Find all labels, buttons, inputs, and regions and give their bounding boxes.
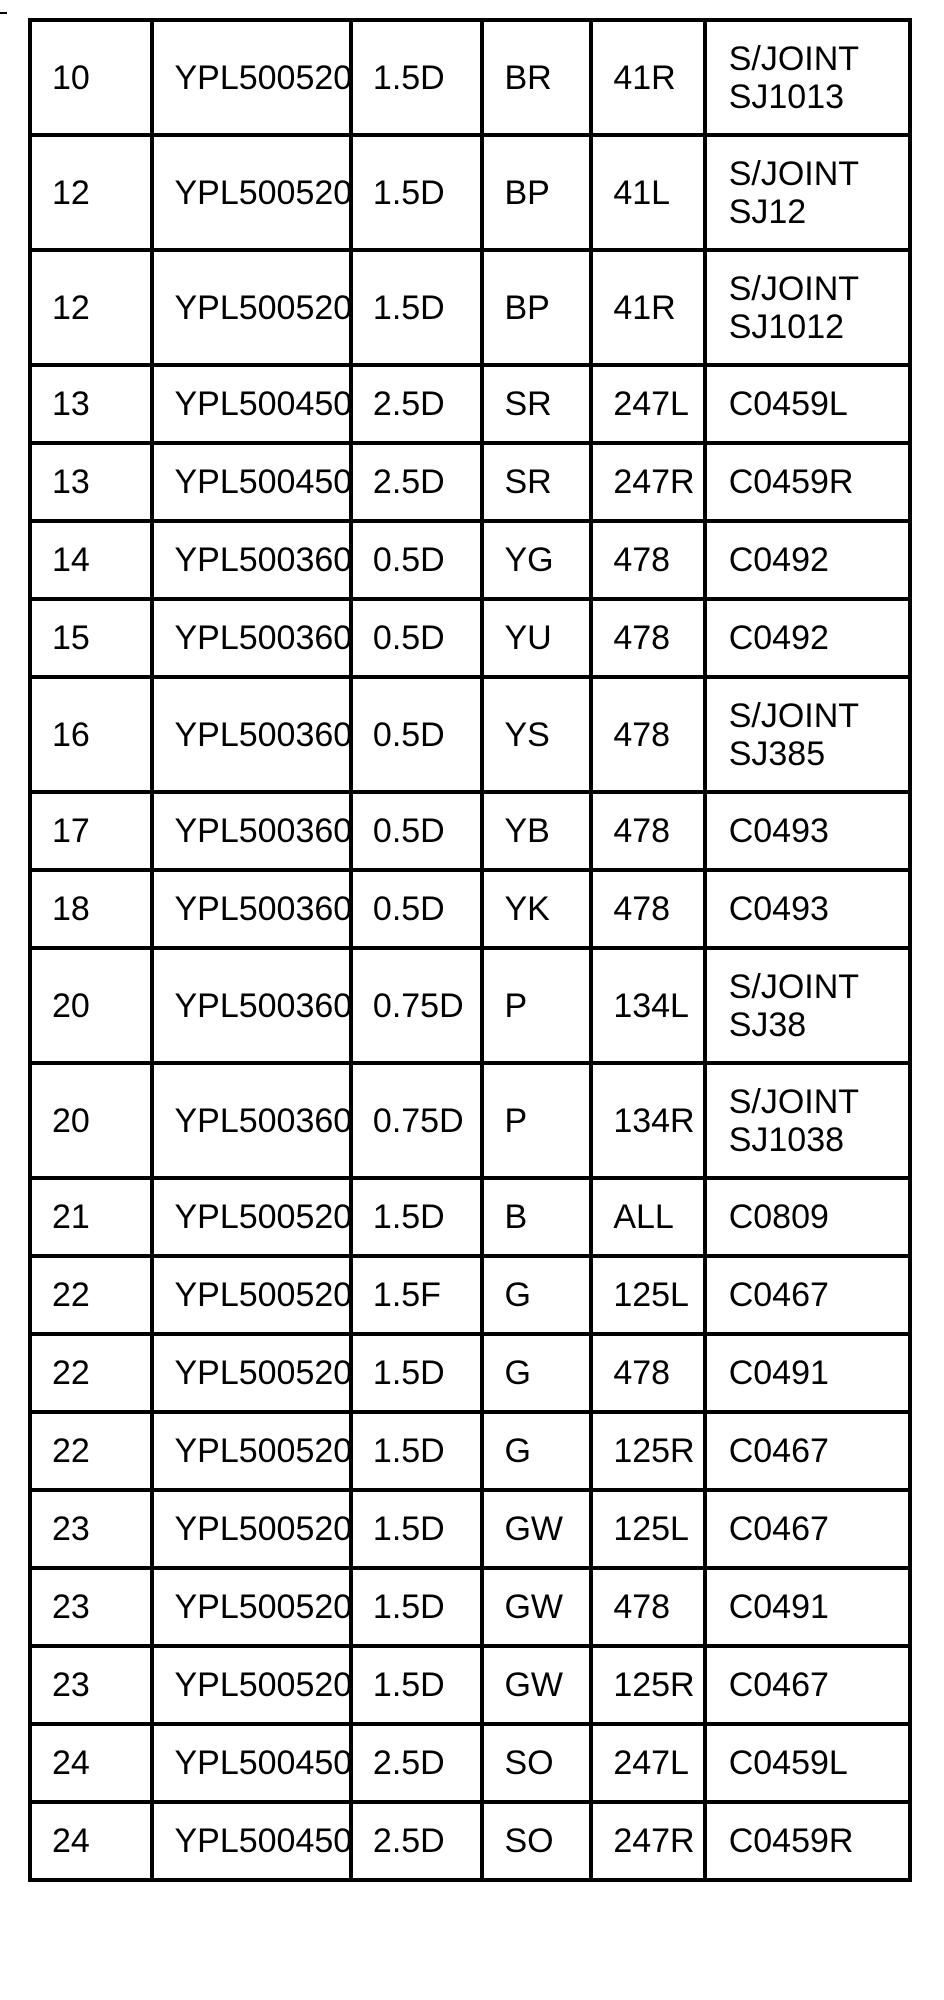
cell-position: 41R [591, 250, 704, 365]
cell-part-number: YPL500360 [152, 792, 350, 870]
cell-color: G [482, 1256, 591, 1334]
cell-size: 1.5D [351, 1412, 483, 1490]
cell-position: ALL [591, 1178, 704, 1256]
cell-part-number: YPL500520 [152, 135, 350, 250]
cell-size: 1.5D [351, 1334, 483, 1412]
cell-no: 22 [30, 1334, 152, 1412]
cell-position: 478 [591, 792, 704, 870]
cell-color: YU [482, 599, 591, 677]
table-row [30, 792, 910, 870]
cell-connector [705, 1490, 910, 1568]
cell-no: 16 [30, 677, 152, 792]
cell-color: SO [482, 1802, 591, 1880]
wire-table [28, 18, 912, 1882]
cell-connector [705, 443, 910, 521]
table-row [30, 1334, 910, 1412]
cell-connector [705, 365, 910, 443]
cell-connector [705, 1412, 910, 1490]
table-row [30, 599, 910, 677]
cell-connector [705, 599, 910, 677]
connector-line-1: C0467 [728, 1666, 829, 1704]
cell-no: 12 [30, 250, 152, 365]
cell-color: P [482, 1063, 591, 1178]
cell-color: GW [482, 1568, 591, 1646]
connector-line-1: C0491 [728, 1354, 829, 1392]
connector-line-1: C0492 [728, 541, 829, 579]
cell-position: 125R [591, 1412, 704, 1490]
cell-position: 478 [591, 1568, 704, 1646]
cell-connector [705, 1063, 910, 1178]
cell-position: 478 [591, 521, 704, 599]
cell-position: 125L [591, 1256, 704, 1334]
cell-connector [705, 1724, 910, 1802]
cell-part-number: YPL500360 [152, 870, 350, 948]
cell-connector [705, 792, 910, 870]
connector-line-1: C0809 [728, 1198, 829, 1236]
table-row [30, 135, 910, 250]
cell-size: 0.5D [351, 792, 483, 870]
table-row [30, 1490, 910, 1568]
connector-line-1: C0459L [728, 385, 848, 423]
cell-no: 21 [30, 1178, 152, 1256]
cell-no: 10 [30, 20, 152, 135]
cell-part-number: YPL500360 [152, 521, 350, 599]
cell-color: BP [482, 135, 591, 250]
cell-size: 1.5F [351, 1256, 483, 1334]
cell-connector [705, 870, 910, 948]
cell-size: 1.5D [351, 20, 483, 135]
cell-no: 18 [30, 870, 152, 948]
connector-line-1: S/JOINT [728, 269, 860, 308]
cell-size: 2.5D [351, 365, 483, 443]
cell-part-number: YPL500520 [152, 250, 350, 365]
cell-size: 1.5D [351, 1568, 483, 1646]
connector-line-2: SJ12 [728, 192, 807, 231]
cell-no: 24 [30, 1724, 152, 1802]
cell-size: 0.75D [351, 948, 483, 1063]
connector-line-2: SJ38 [728, 1005, 807, 1044]
connector-line-2: SJ1012 [728, 307, 845, 346]
table-row [30, 1802, 910, 1880]
cell-no: 12 [30, 135, 152, 250]
cell-color: G [482, 1412, 591, 1490]
cell-part-number: YPL500360 [152, 948, 350, 1063]
cell-connector [705, 250, 910, 365]
table-row [30, 948, 910, 1063]
cell-position: 247R [591, 1802, 704, 1880]
cell-no: 20 [30, 948, 152, 1063]
cell-size: 2.5D [351, 443, 483, 521]
table-row [30, 1568, 910, 1646]
table-row [30, 1256, 910, 1334]
cell-connector [705, 1178, 910, 1256]
cell-no: 22 [30, 1256, 152, 1334]
cell-position: 134L [591, 948, 704, 1063]
cell-part-number: YPL500450 [152, 443, 350, 521]
cell-no: 24 [30, 1802, 152, 1880]
cell-connector [705, 1568, 910, 1646]
cell-color: B [482, 1178, 591, 1256]
table-row [30, 521, 910, 599]
cell-size: 0.5D [351, 521, 483, 599]
cell-no: 15 [30, 599, 152, 677]
connector-line-2: SJ1013 [728, 77, 845, 116]
cell-size: 2.5D [351, 1802, 483, 1880]
cell-color: G [482, 1334, 591, 1412]
table-row [30, 677, 910, 792]
cell-color: YG [482, 521, 591, 599]
cell-size: 1.5D [351, 250, 483, 365]
cell-no: 13 [30, 443, 152, 521]
connector-line-1: C0459L [728, 1744, 848, 1782]
cell-part-number: YPL500520 [152, 1256, 350, 1334]
cell-connector [705, 20, 910, 135]
connector-line-1: S/JOINT [728, 967, 860, 1006]
connector-line-1: C0459R [728, 463, 854, 501]
cell-part-number: YPL500520 [152, 20, 350, 135]
connector-line-1: C0467 [728, 1432, 829, 1470]
cell-position: 125R [591, 1646, 704, 1724]
cell-position: 478 [591, 677, 704, 792]
cell-connector [705, 1334, 910, 1412]
cell-position: 247L [591, 365, 704, 443]
cell-position: 478 [591, 870, 704, 948]
cell-color: BP [482, 250, 591, 365]
cell-connector [705, 1802, 910, 1880]
cell-no: 22 [30, 1412, 152, 1490]
cell-size: 1.5D [351, 1646, 483, 1724]
table-row [30, 870, 910, 948]
cell-color: BR [482, 20, 591, 135]
cell-size: 0.5D [351, 599, 483, 677]
cell-part-number: YPL500520 [152, 1490, 350, 1568]
cell-part-number: YPL500520 [152, 1646, 350, 1724]
table-row [30, 20, 910, 135]
cell-no: 17 [30, 792, 152, 870]
cell-connector [705, 677, 910, 792]
cell-no: 23 [30, 1646, 152, 1724]
cell-color: GW [482, 1490, 591, 1568]
connector-line-1: C0493 [728, 812, 829, 850]
cell-position: 41R [591, 20, 704, 135]
cell-size: 0.5D [351, 677, 483, 792]
cell-size: 1.5D [351, 1490, 483, 1568]
table-row [30, 250, 910, 365]
cell-position: 247R [591, 443, 704, 521]
cell-no: 23 [30, 1490, 152, 1568]
cell-connector [705, 1256, 910, 1334]
connector-line-1: C0492 [728, 619, 829, 657]
cell-part-number: YPL500360 [152, 1063, 350, 1178]
table-row [30, 1724, 910, 1802]
table-row [30, 443, 910, 521]
wire-table-body [30, 20, 910, 1880]
cell-size: 1.5D [351, 135, 483, 250]
cell-position: 478 [591, 1334, 704, 1412]
cell-part-number: YPL500520 [152, 1412, 350, 1490]
table-row [30, 1063, 910, 1178]
cell-size: 0.5D [351, 870, 483, 948]
cell-connector [705, 1646, 910, 1724]
table-row [30, 1178, 910, 1256]
table-row [30, 365, 910, 443]
cell-position: 134R [591, 1063, 704, 1178]
cell-no: 14 [30, 521, 152, 599]
cell-color: YS [482, 677, 591, 792]
cell-position: 247L [591, 1724, 704, 1802]
cell-part-number: YPL500520 [152, 1178, 350, 1256]
connector-line-1: S/JOINT [728, 39, 860, 78]
connector-line-2: SJ385 [728, 734, 826, 773]
cell-color: SR [482, 365, 591, 443]
cell-position: 125L [591, 1490, 704, 1568]
cell-no: 13 [30, 365, 152, 443]
cell-size: 0.75D [351, 1063, 483, 1178]
cell-part-number: YPL500450 [152, 365, 350, 443]
cell-size: 2.5D [351, 1724, 483, 1802]
cell-color: SR [482, 443, 591, 521]
connector-line-1: S/JOINT [728, 154, 860, 193]
cell-connector [705, 135, 910, 250]
corner-tick-mark [0, 12, 7, 14]
connector-line-1: C0467 [728, 1276, 829, 1314]
connector-line-1: S/JOINT [728, 696, 860, 735]
cell-position: 41L [591, 135, 704, 250]
cell-position: 478 [591, 599, 704, 677]
cell-part-number: YPL500520 [152, 1334, 350, 1412]
cell-no: 20 [30, 1063, 152, 1178]
table-row [30, 1646, 910, 1724]
cell-color: GW [482, 1646, 591, 1724]
cell-color: SO [482, 1724, 591, 1802]
connector-line-1: C0459R [728, 1822, 854, 1860]
cell-color: YK [482, 870, 591, 948]
connector-line-1: S/JOINT [728, 1082, 860, 1121]
connector-line-1: C0467 [728, 1510, 829, 1548]
connector-line-1: C0491 [728, 1588, 829, 1626]
cell-color: P [482, 948, 591, 1063]
cell-part-number: YPL500450 [152, 1724, 350, 1802]
cell-part-number: YPL500450 [152, 1802, 350, 1880]
cell-no: 23 [30, 1568, 152, 1646]
cell-color: YB [482, 792, 591, 870]
cell-part-number: YPL500520 [152, 1568, 350, 1646]
cell-part-number: YPL500360 [152, 677, 350, 792]
cell-part-number: YPL500360 [152, 599, 350, 677]
cell-size: 1.5D [351, 1178, 483, 1256]
cell-connector [705, 521, 910, 599]
table-row [30, 1412, 910, 1490]
connector-line-2: SJ1038 [728, 1120, 845, 1159]
connector-line-1: C0493 [728, 890, 829, 928]
cell-connector [705, 948, 910, 1063]
